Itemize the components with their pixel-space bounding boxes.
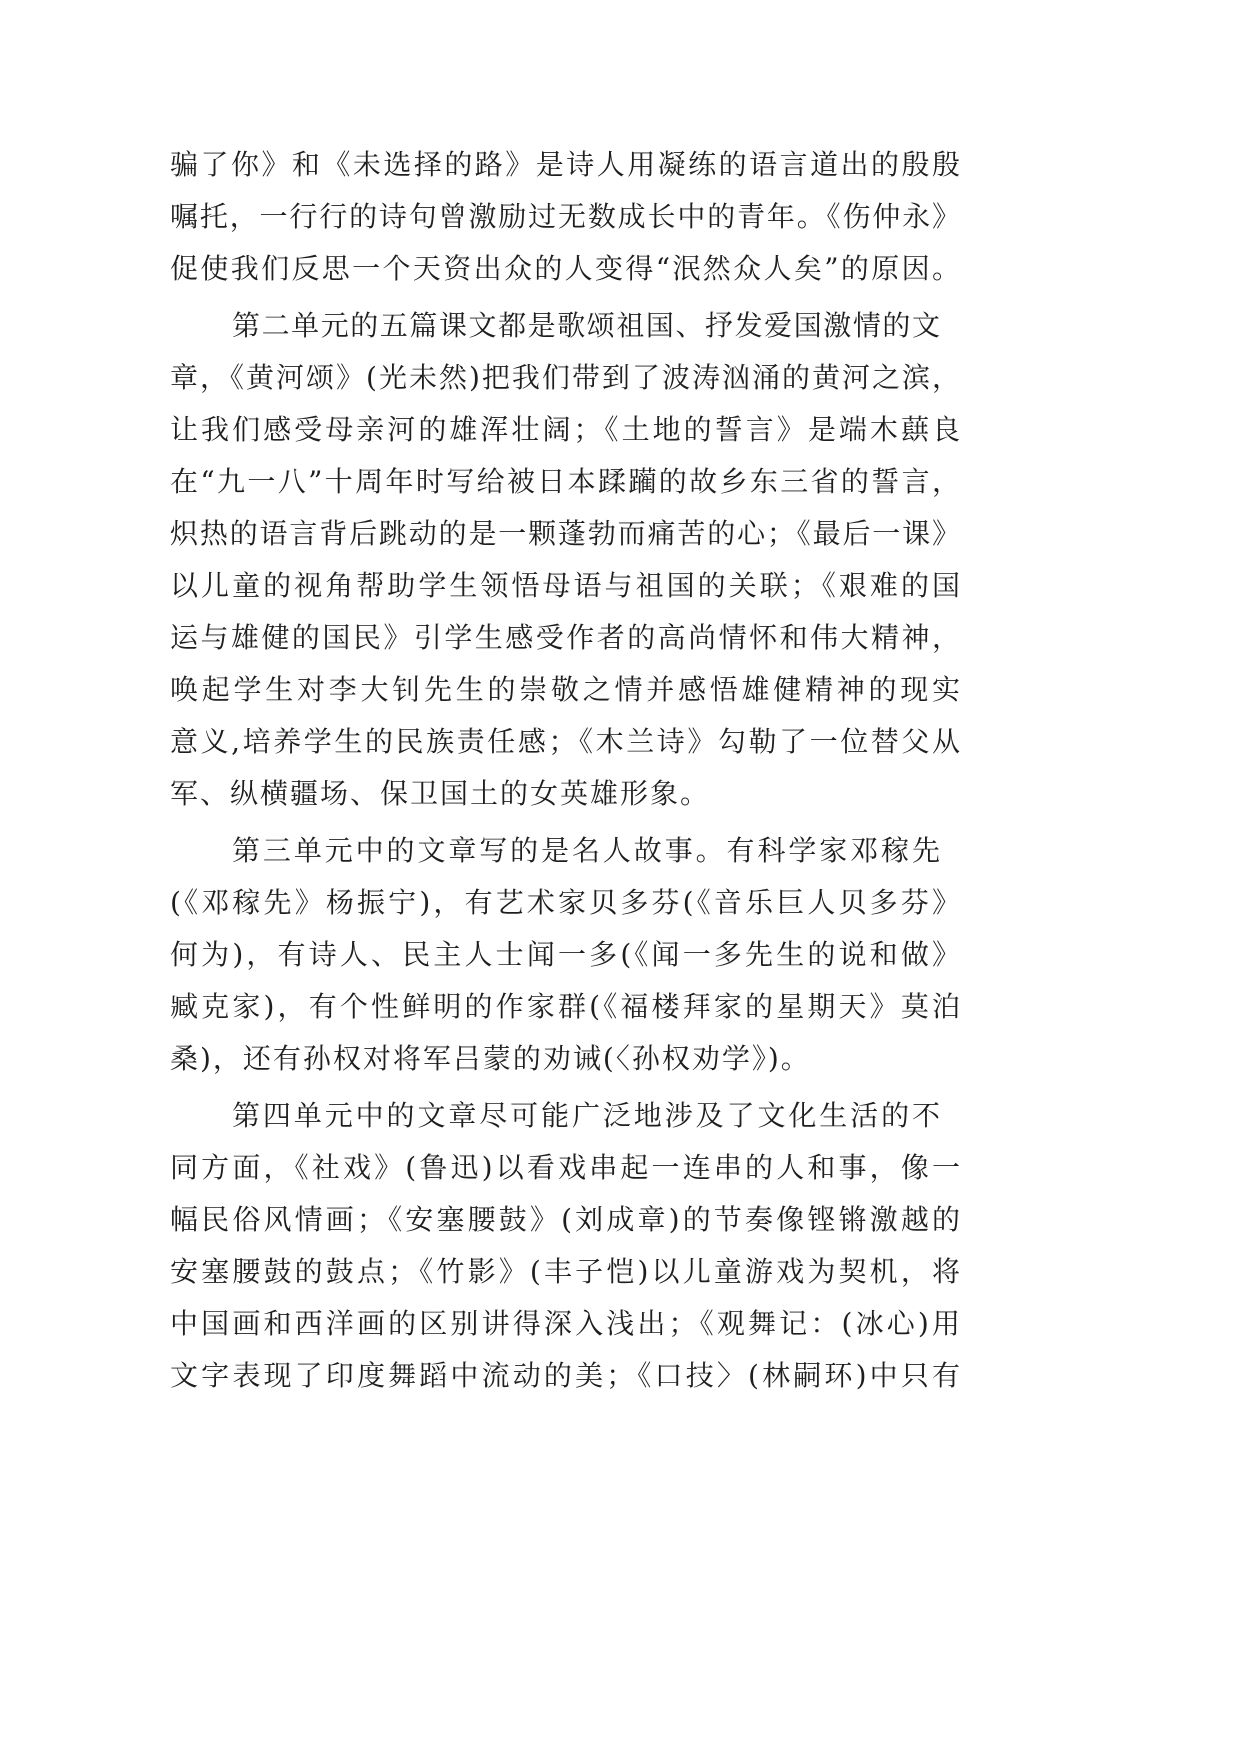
text-line: 唤起学生对李大钊先生的崇敬之情并感悟雄健精神的现实 xyxy=(170,673,960,706)
text-line: (《邓稼先》杨振宁)，有艺术家贝多芬(《音乐巨人贝多芬》 xyxy=(170,886,960,919)
text-line: 中国画和西洋画的区别讲得深入浅出；《观舞记：(冰心)用 xyxy=(170,1307,960,1340)
text-line: 臧克家)，有个性鲜明的作家群(《福楼拜家的星期天》莫泊 xyxy=(170,990,960,1023)
paragraph-1 xyxy=(170,139,960,295)
text-line: 幅民俗风情画；《安塞腰鼓》(刘成章)的节奏像铿锵激越的 xyxy=(170,1203,960,1236)
text-line: 炽热的语言背后跳动的是一颗蓬勃而痛苦的心；《最后一课》 xyxy=(170,517,960,550)
text-line: 军、纵横疆场、保卫国土的女英雄形象。 xyxy=(170,777,711,810)
paragraph-4 xyxy=(170,1090,960,1402)
paragraph-2 xyxy=(170,300,960,820)
text-line: 促使我们反思一个天资出众的人变得“泯然众人矣”的原因。 xyxy=(170,252,960,285)
text-line: 第三单元中的文章写的是名人故事。有科学家邓稼先 xyxy=(232,834,940,867)
text-line: 第二单元的五篇课文都是歌颂祖国、抒发爱国激情的文 xyxy=(232,309,940,342)
body-text xyxy=(170,139,960,1402)
text-line: 何为)，有诗人、民主人士闻一多(《闻一多先生的说和做》 xyxy=(170,938,960,971)
text-line: 章，《黄河颂》(光未然)把我们带到了波涛汹涌的黄河之滨， xyxy=(170,361,960,394)
text-line: 嘱托，一行行的诗句曾激励过无数成长中的青年。《伤仲永》 xyxy=(170,200,960,233)
text-line: 安塞腰鼓的鼓点；《竹影》(丰子恺)以儿童游戏为契机，将 xyxy=(170,1255,960,1288)
paragraph-3 xyxy=(170,825,960,1085)
text-line: 以儿童的视角帮助学生领悟母语与祖国的关联；《艰难的国 xyxy=(170,569,960,602)
text-line: 意义,培养学生的民族责任感；《木兰诗》勾勒了一位替父从 xyxy=(170,725,960,758)
text-line: 第四单元中的文章尽可能广泛地涉及了文化生活的不 xyxy=(232,1099,940,1132)
text-line: 骗了你》和《未选择的路》是诗人用凝练的语言道出的殷殷 xyxy=(170,148,960,181)
text-line: 运与雄健的国民》引学生感受作者的高尚情怀和伟大精神， xyxy=(170,621,960,654)
text-line: 桑)，还有孙权对将军吕蒙的劝诫(〈孙权劝学》)。 xyxy=(170,1042,811,1075)
text-line: 同方面，《社戏》(鲁迅)以看戏串起一连串的人和事，像一 xyxy=(170,1151,960,1184)
text-line: 让我们感受母亲河的雄浑壮阔；《土地的誓言》是端木蕻良 xyxy=(170,413,960,446)
text-line: 文字表现了印度舞蹈中流动的美；《口技〉(林嗣环)中只有 xyxy=(170,1359,960,1392)
text-line: 在“九一八”十周年时写给被日本蹂躏的故乡东三省的誓言， xyxy=(170,465,960,498)
